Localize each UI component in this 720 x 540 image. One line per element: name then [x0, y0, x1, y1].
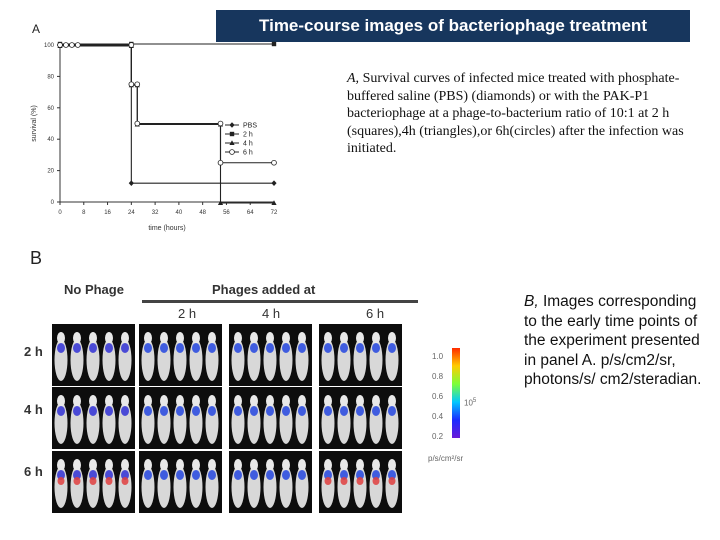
mouse-image-cell [52, 324, 135, 386]
panel-b-caption-text: Images corresponding to the early time points of the experiment presented in panel A. p/s/cm2/sr, photons/s/ cm2/steradian. [524, 293, 702, 388]
x-tick-label: 32 [151, 210, 159, 216]
panel-b-figure [22, 248, 502, 538]
scale-tick: 0.2 [432, 432, 444, 441]
legend-label: 4 h [243, 140, 253, 148]
series-marker [272, 160, 277, 165]
color-scale-bar [452, 348, 460, 438]
panel-a-caption [347, 70, 687, 158]
y-tick-label: 80 [47, 74, 54, 81]
x-tick-label: 64 [246, 210, 254, 216]
legend-marker [229, 122, 234, 128]
mouse-image-cell [319, 387, 402, 449]
x-tick-label: 16 [104, 210, 111, 216]
panel-b-caption-label: B, [524, 293, 539, 310]
mouse-image-cell [52, 387, 135, 449]
mouse-image-cell [319, 324, 402, 386]
scale-unit: p/s/cm²/sr [428, 454, 464, 463]
series-marker [64, 43, 69, 48]
mouse-image-cell [139, 387, 222, 449]
mouse-image-cell [229, 387, 312, 449]
series-marker [75, 43, 80, 48]
slide-title: Time-course images of bacteriophage treatment [216, 10, 690, 42]
series-marker [129, 180, 134, 186]
col-label-2h: 2 h [178, 306, 197, 321]
legend-label: PBS [243, 122, 258, 130]
no-phage-label: No Phage [64, 282, 124, 297]
series-line-4h [60, 46, 274, 203]
legend-marker [230, 150, 235, 155]
scale-tick: 0.8 [432, 372, 444, 381]
x-tick-label: 40 [175, 210, 183, 216]
panel-b-letter: B [30, 248, 43, 268]
y-tick-label: 60 [47, 105, 54, 112]
mouse-image-cell [229, 451, 312, 513]
scale-exponent: $10^5$ [464, 398, 477, 408]
panel-a-letter: A [32, 22, 41, 36]
mouse-image-cell [139, 324, 222, 386]
row-label-2h: 2 h [24, 344, 43, 359]
panel-b-caption [524, 292, 709, 390]
x-axis-label: time (hours) [148, 225, 186, 232]
series-marker [69, 43, 74, 48]
survival-chart [20, 18, 280, 238]
series-marker [271, 180, 276, 186]
scale-tick: 0.6 [432, 392, 444, 401]
series-marker [129, 43, 134, 48]
series-marker [58, 43, 63, 48]
phages-added-bar [142, 300, 418, 303]
legend-label: 2 h [243, 131, 253, 139]
x-tick-label: 0 [58, 210, 62, 216]
series-marker [135, 82, 140, 87]
legend-marker [230, 132, 234, 136]
series-marker [218, 160, 223, 165]
y-tick-label: 40 [47, 137, 54, 144]
col-label-6h: 6 h [366, 306, 385, 321]
panel-a-caption-text: Survival curves of infected mice treated with phosphate-buffered saline (PBS) (diamonds) or with the PAK-P1 bacteriophage at a phage-to-bacterium ratio of 10:1 at 2 h (squares),4h (triangles),or 6h(circles) after the infection was initiated. [347, 71, 684, 156]
scale-tick: 1.0 [432, 352, 444, 361]
y-tick-label: 20 [47, 168, 54, 175]
x-tick-label: 24 [127, 210, 135, 216]
x-tick-label: 56 [223, 210, 230, 216]
x-tick-label: 48 [199, 210, 207, 216]
row-label-6h: 6 h [24, 464, 43, 479]
series-line-6h [60, 45, 274, 163]
series-marker [272, 42, 276, 46]
row-label-4h: 4 h [24, 402, 43, 417]
mouse-image-cell [319, 451, 402, 513]
legend-label: 6 h [243, 149, 253, 157]
x-tick-label: 72 [270, 210, 278, 216]
phages-added-label: Phages added at [212, 282, 316, 297]
mouse-image-cell [229, 324, 312, 386]
x-tick-label: 8 [82, 210, 86, 216]
scale-tick: 0.4 [432, 412, 444, 421]
series-marker [129, 82, 134, 87]
series-marker [135, 121, 140, 126]
y-tick-label: 0 [50, 200, 54, 206]
mouse-image-cell [52, 451, 135, 513]
y-tick-label: 100 [43, 43, 54, 49]
y-axis-label: survival (%) [31, 105, 38, 142]
series-marker [218, 121, 223, 126]
mouse-image-cell [139, 451, 222, 513]
col-label-4h: 4 h [262, 306, 281, 321]
panel-a-caption-label: A, [347, 71, 360, 86]
